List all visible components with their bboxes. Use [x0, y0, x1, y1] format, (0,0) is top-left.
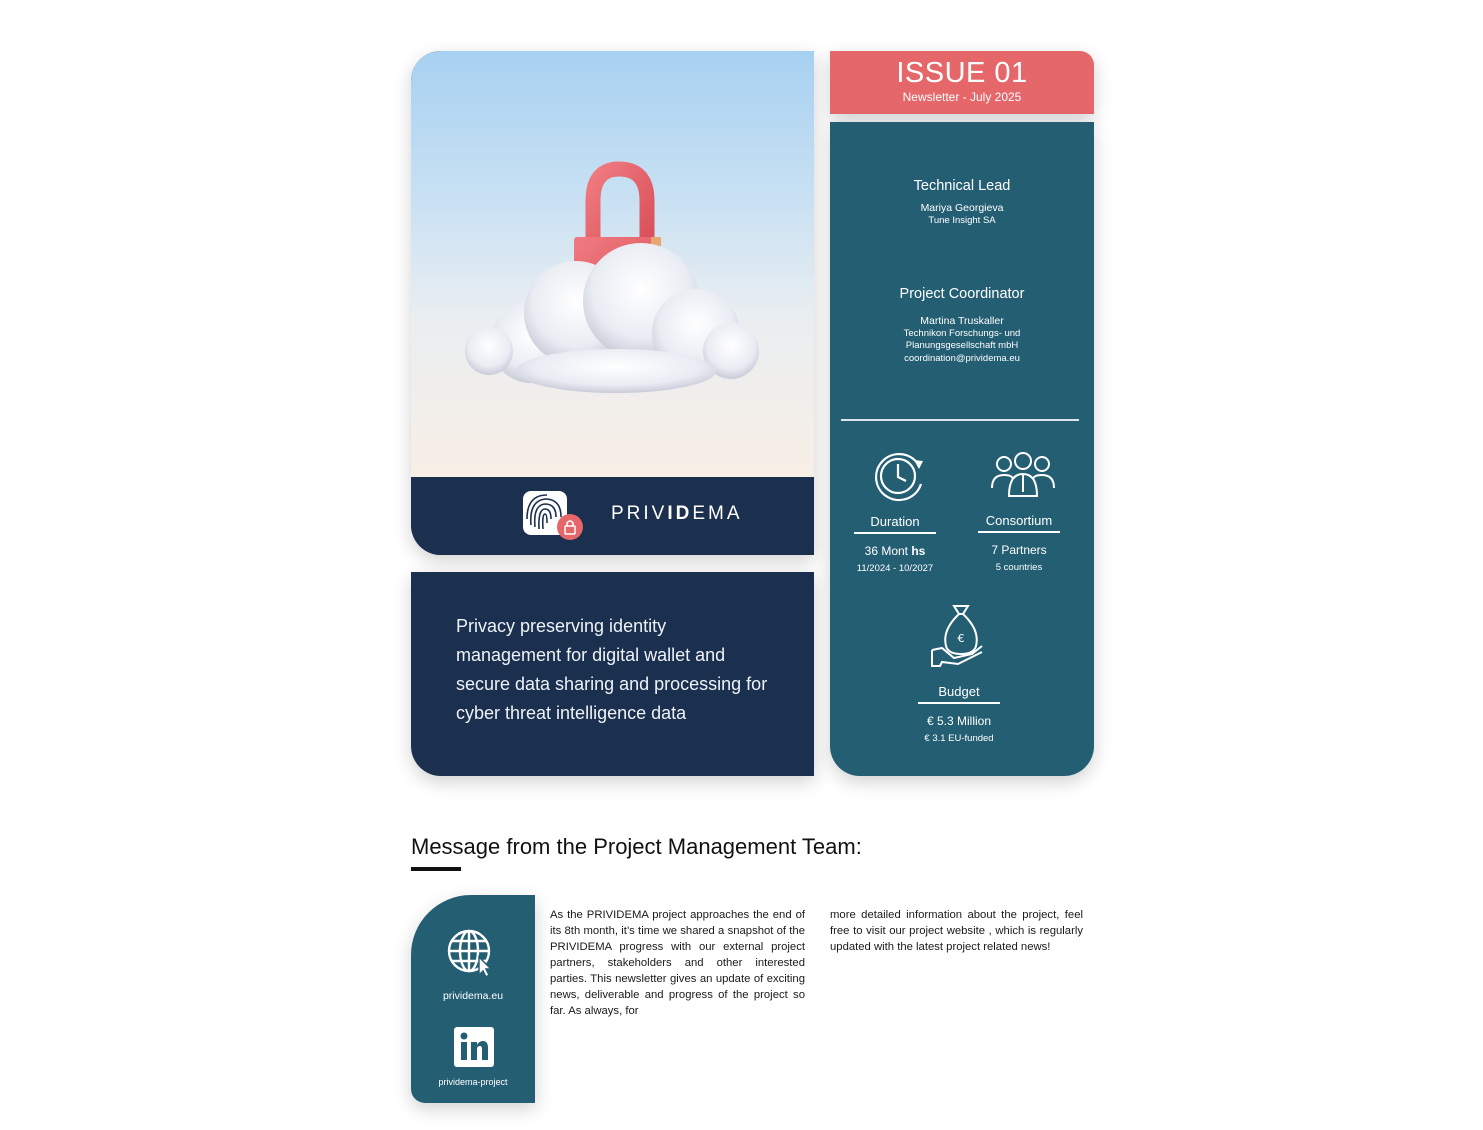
coordinator-org-line1: Technikon Forschungs- und — [903, 328, 1021, 339]
links-card — [411, 895, 535, 1103]
brand-bar — [411, 477, 814, 555]
linkedin-icon[interactable] — [453, 1026, 495, 1068]
technical-lead-name: Mariya Georgieva — [920, 202, 1004, 214]
fingerprint-lock-icon — [521, 489, 587, 543]
coordinator-email[interactable]: coordination@pri​videma.eu — [904, 353, 1020, 364]
issue-subtitle: Newsletter - July 2025 — [902, 90, 1022, 104]
duration-value: 36 Mont hs — [864, 543, 926, 558]
tagline-text: Privacy preserving identity management for digital wallet and secure data sharing and processing for cyber threat intelligence data — [456, 616, 768, 723]
coordinator-name: Martina Truskaller — [920, 315, 1004, 327]
budget-value: € 5.3 Million — [926, 713, 992, 728]
padlock-cloud-illustration — [411, 51, 814, 477]
money-bag-hand-icon — [928, 602, 988, 670]
issue-title: ISSUE 01 — [896, 57, 1028, 89]
globe-cursor-icon[interactable] — [445, 927, 497, 979]
duration-dates: 11/2024 - 10/2027 — [856, 562, 934, 574]
clock-icon — [870, 448, 928, 504]
duration-label: Duration — [870, 514, 920, 529]
consortium-label: Consortium — [985, 513, 1053, 528]
coordinator-heading: Project Coordinator — [899, 286, 1025, 302]
budget-eu-funded: € 3.1 EU-funded — [924, 732, 994, 744]
team-icon — [988, 448, 1058, 502]
project-info-card — [830, 122, 1094, 776]
issue-header — [830, 51, 1094, 114]
message-column-2: more detailed information about the project, feel free to visit our project website , which is regularly updated with the latest project related news! — [830, 909, 1083, 953]
consortium-countries: 5 countries — [995, 561, 1043, 573]
duration-stat — [840, 514, 950, 574]
message-column-1: As the PRIVIDEMA project approaches the end of its 8th month, it’s time we shared a snapshot of the PRIVIDEMA progress with our external project partners, stakeholders and other interested parties. This newsletter gives an update of exciting news, deliverable and progress of the project so far. As always, for — [550, 909, 805, 1017]
technical-lead-org: Tune Insight SA — [928, 215, 996, 226]
consortium-value: 7 Partners — [991, 542, 1047, 557]
tagline-card — [411, 572, 814, 776]
technical-lead-heading: Technical Lead — [913, 178, 1011, 194]
svg-text:€: € — [957, 632, 965, 645]
budget-stat — [904, 684, 1014, 744]
hero-image — [411, 51, 814, 477]
divider — [841, 419, 1079, 421]
brand-wordmark: PRIVIDEMA — [611, 503, 743, 524]
message-title: Message from the Project Management Team: — [411, 834, 862, 859]
website-link[interactable]: pri​videma.eu — [442, 990, 504, 1002]
linkedin-link[interactable]: pri​videma-project — [438, 1077, 508, 1087]
hero-card — [411, 51, 814, 555]
consortium-stat — [964, 513, 1074, 573]
coordinator-org-line2: Planungsgesellschaft mbH — [905, 340, 1019, 351]
title-underline — [411, 867, 461, 871]
budget-label: Budget — [938, 684, 980, 699]
